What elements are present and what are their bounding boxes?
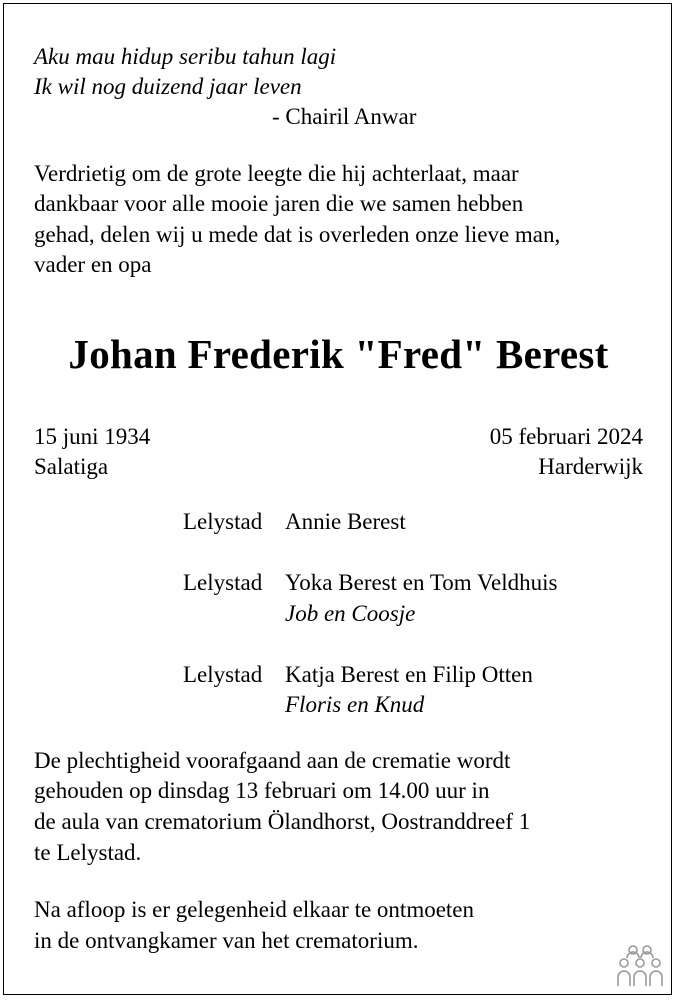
quote-line-2: Ik wil nog duizend jaar leven <box>34 74 302 99</box>
family-children: Job en Coosje <box>285 601 416 626</box>
family-place: Lelystad <box>183 570 263 595</box>
ceremony-line: de aula van crematorium Ölandhorst, Oostranddreef 1 <box>34 809 531 834</box>
family-names: Annie Berest <box>285 509 406 534</box>
intro-line: gehad, delen wij u mede dat is overleden onze lieve man, <box>34 222 561 247</box>
birth-place: Salatiga <box>34 454 109 479</box>
afterwards-line: Na afloop is er gelegenheid elkaar te ontmoeten <box>34 897 475 922</box>
death-place: Harderwijk <box>538 454 643 479</box>
ceremony-line: De plechtigheid voorafgaand aan de crematie wordt <box>34 748 511 773</box>
deceased-name: Johan Frederik "Fred" Berest <box>68 331 609 377</box>
quote-author: - Chairil Anwar <box>272 104 417 129</box>
people-group-icon <box>617 944 663 988</box>
quote-line-1: Aku mau hidup seribu tahun lagi <box>34 44 337 69</box>
family-names: Katja Berest en Filip Otten <box>285 662 533 687</box>
intro-line: dankbaar voor alle mooie jaren die we samen hebben <box>34 191 524 216</box>
ceremony-line: gehouden op dinsdag 13 februari om 14.00 uur in <box>34 778 490 803</box>
intro-line: vader en opa <box>34 252 152 277</box>
ceremony-line: te Lelystad. <box>34 840 142 865</box>
family-place: Lelystad <box>183 509 263 534</box>
intro-line: Verdrietig om de grote leegte die hij achterlaat, maar <box>34 161 519 186</box>
family-names: Yoka Berest en Tom Veldhuis <box>285 570 558 595</box>
afterwards-line: in de ontvangkamer van het crematorium. <box>34 928 419 953</box>
death-date: 05 februari 2024 <box>489 424 643 449</box>
family-place: Lelystad <box>183 662 263 687</box>
family-children: Floris en Knud <box>285 692 425 717</box>
birth-date: 15 juni 1934 <box>34 424 151 449</box>
